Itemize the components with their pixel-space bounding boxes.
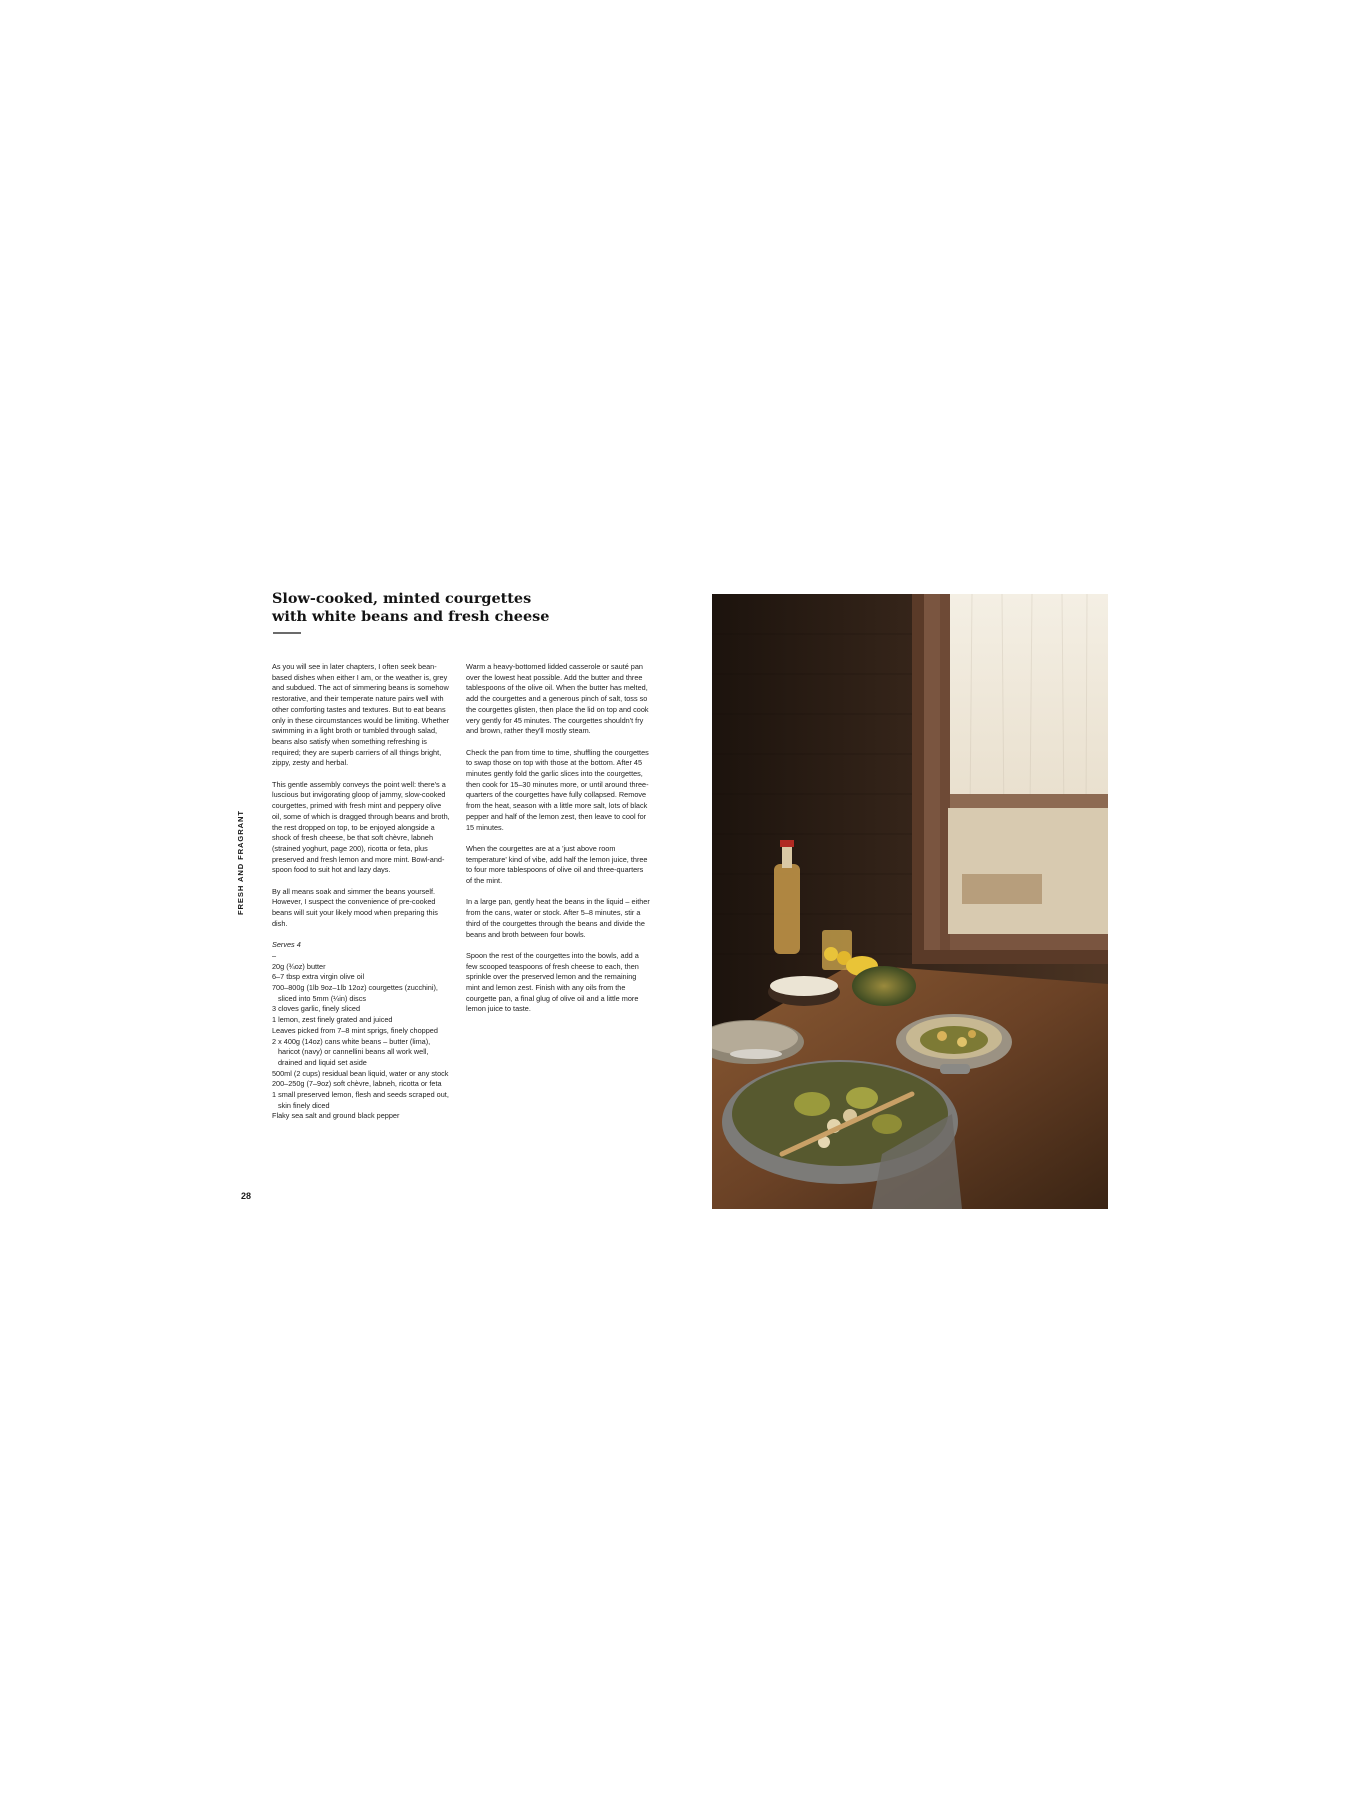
method-paragraph: Check the pan from time to time, shuffling the courgettes to swap those on top with those at the bottom. After 45 minutes gently fold the garlic slices into the courgettes, then cook for 15–30 minutes more, or until around three-quarters of the courgettes have fully collapsed. Remove from the heat, season with a little more salt, lots of black pepper and half of the lemon zest, then leave to cool for 15 minutes. [466, 747, 649, 832]
ingredient-item: 500ml (2 cups) residual bean liquid, water or any stock [272, 1068, 449, 1078]
intro-paragraph: By all means soak and simmer the beans yourself. However, I suspect the convenience of pre-cooked beans will suit your likely mood when preparing this dish. [272, 886, 438, 928]
intro-column [272, 662, 452, 1122]
recipe-photo [712, 594, 1108, 1209]
serves: Serves 4 [272, 940, 301, 950]
section-label: FRESH AND FRAGRANT [236, 810, 245, 915]
ingredient-item: Leaves picked from 7–8 mint sprigs, finely chopped [272, 1025, 438, 1035]
ingredient-item: 200–250g (7–9oz) soft chèvre, labneh, ricotta or feta [272, 1079, 442, 1089]
recipe-title-line-1: Slow-cooked, minted courgettes [272, 590, 532, 607]
title-rule [273, 632, 301, 634]
ingredient-item: 2 x 400g (14oz) cans white beans – butter (lima), haricot (navy) or cannellini beans all work well, drained and liquid set aside [272, 1036, 431, 1067]
method-paragraph: When the courgettes are at a 'just above room temperature' kind of vibe, add half the lemon juice, three to four more tablespoons of olive oil and three-quarters of the mint. [466, 843, 648, 886]
ingredient-item: Flaky sea salt and ground black pepper [272, 1111, 400, 1121]
ingredient-item: 20g (¾oz) butter [272, 961, 326, 971]
recipe-photo-illustration [712, 594, 1108, 1209]
ingredient-item: 1 small preserved lemon, flesh and seeds scraped out, skin finely diced [272, 1090, 449, 1110]
ingredient-item: 1 lemon, zest finely grated and juiced [272, 1015, 393, 1025]
recipe-title-line-2: with white beans and fresh cheese [272, 608, 550, 625]
ingredient-item: 6–7 tbsp extra virgin olive oil [272, 972, 365, 982]
intro-paragraph: This gentle assembly conveys the point well: there's a luscious but invigorating gloop of jammy, slow-cooked courgettes, primed with fresh mint and peppery olive oil, some of which is dragged through beans and broth, the rest dropped on top, to be enjoyed alongside a shock of fresh cheese, be that soft chèvre, labneh (strained yoghurt, page 200), ricotta or feta, plus preserved and fresh lemon and more mint. Bowl-and-spoon food to suit hot and lazy days. [272, 779, 450, 875]
method-paragraph: Spoon the rest of the courgettes into the bowls, add a few scooped teaspoons of fresh cheese to each, then sprinkle over the preserved lemon and the remaining mint and lemon zest. Finish with any oils from the courgette pan, a final glug of olive oil and a little more lemon juice to taste. [466, 950, 639, 1014]
intro-paragraph: As you will see in later chapters, I often seek bean-based dishes when either I am, or the weather is, grey and subdued. The act of simmering beans is somehow restorative, and their temperate nature pairs well with other comforting tastes and textures. But to eat beans only in these circumstances would be limiting. Whether swimming in a light broth or tumbled through salad, beans also satisfy when something refreshing is required; they are superb carriers of all things bright, zippy, zesty and herbal. [272, 662, 450, 768]
method-column [466, 662, 651, 1026]
page-number: 28 [241, 1191, 252, 1201]
method-paragraph: Warm a heavy-bottomed lidded casserole or sauté pan over the lowest heat possible. Add the butter and three tablespoons of the olive oil. When the butter has melted, add the courgettes and a generous pinch of salt, toss so the courgettes glisten, then place the lid on top and cook very gently for 45 minutes. The courgettes shouldn't fry and brown, rather they'll mostly steam. [466, 662, 649, 736]
method-paragraph: In a large pan, gently heat the beans in the liquid – either from the cans, water or stock. After 5–8 minutes, stir a third of the courgettes through the beans and divide the beans and broth between four bowls. [466, 897, 650, 939]
ingredients-list [272, 962, 452, 1123]
ingredient-item: 3 cloves garlic, finely sliced [272, 1004, 361, 1014]
recipe-title [272, 590, 632, 626]
ingredient-item: 700–800g (1lb 9oz–1lb 12oz) courgettes (zucchini), sliced into 5mm (¼in) discs [272, 983, 438, 1003]
ingredients-separator: – [272, 950, 277, 960]
